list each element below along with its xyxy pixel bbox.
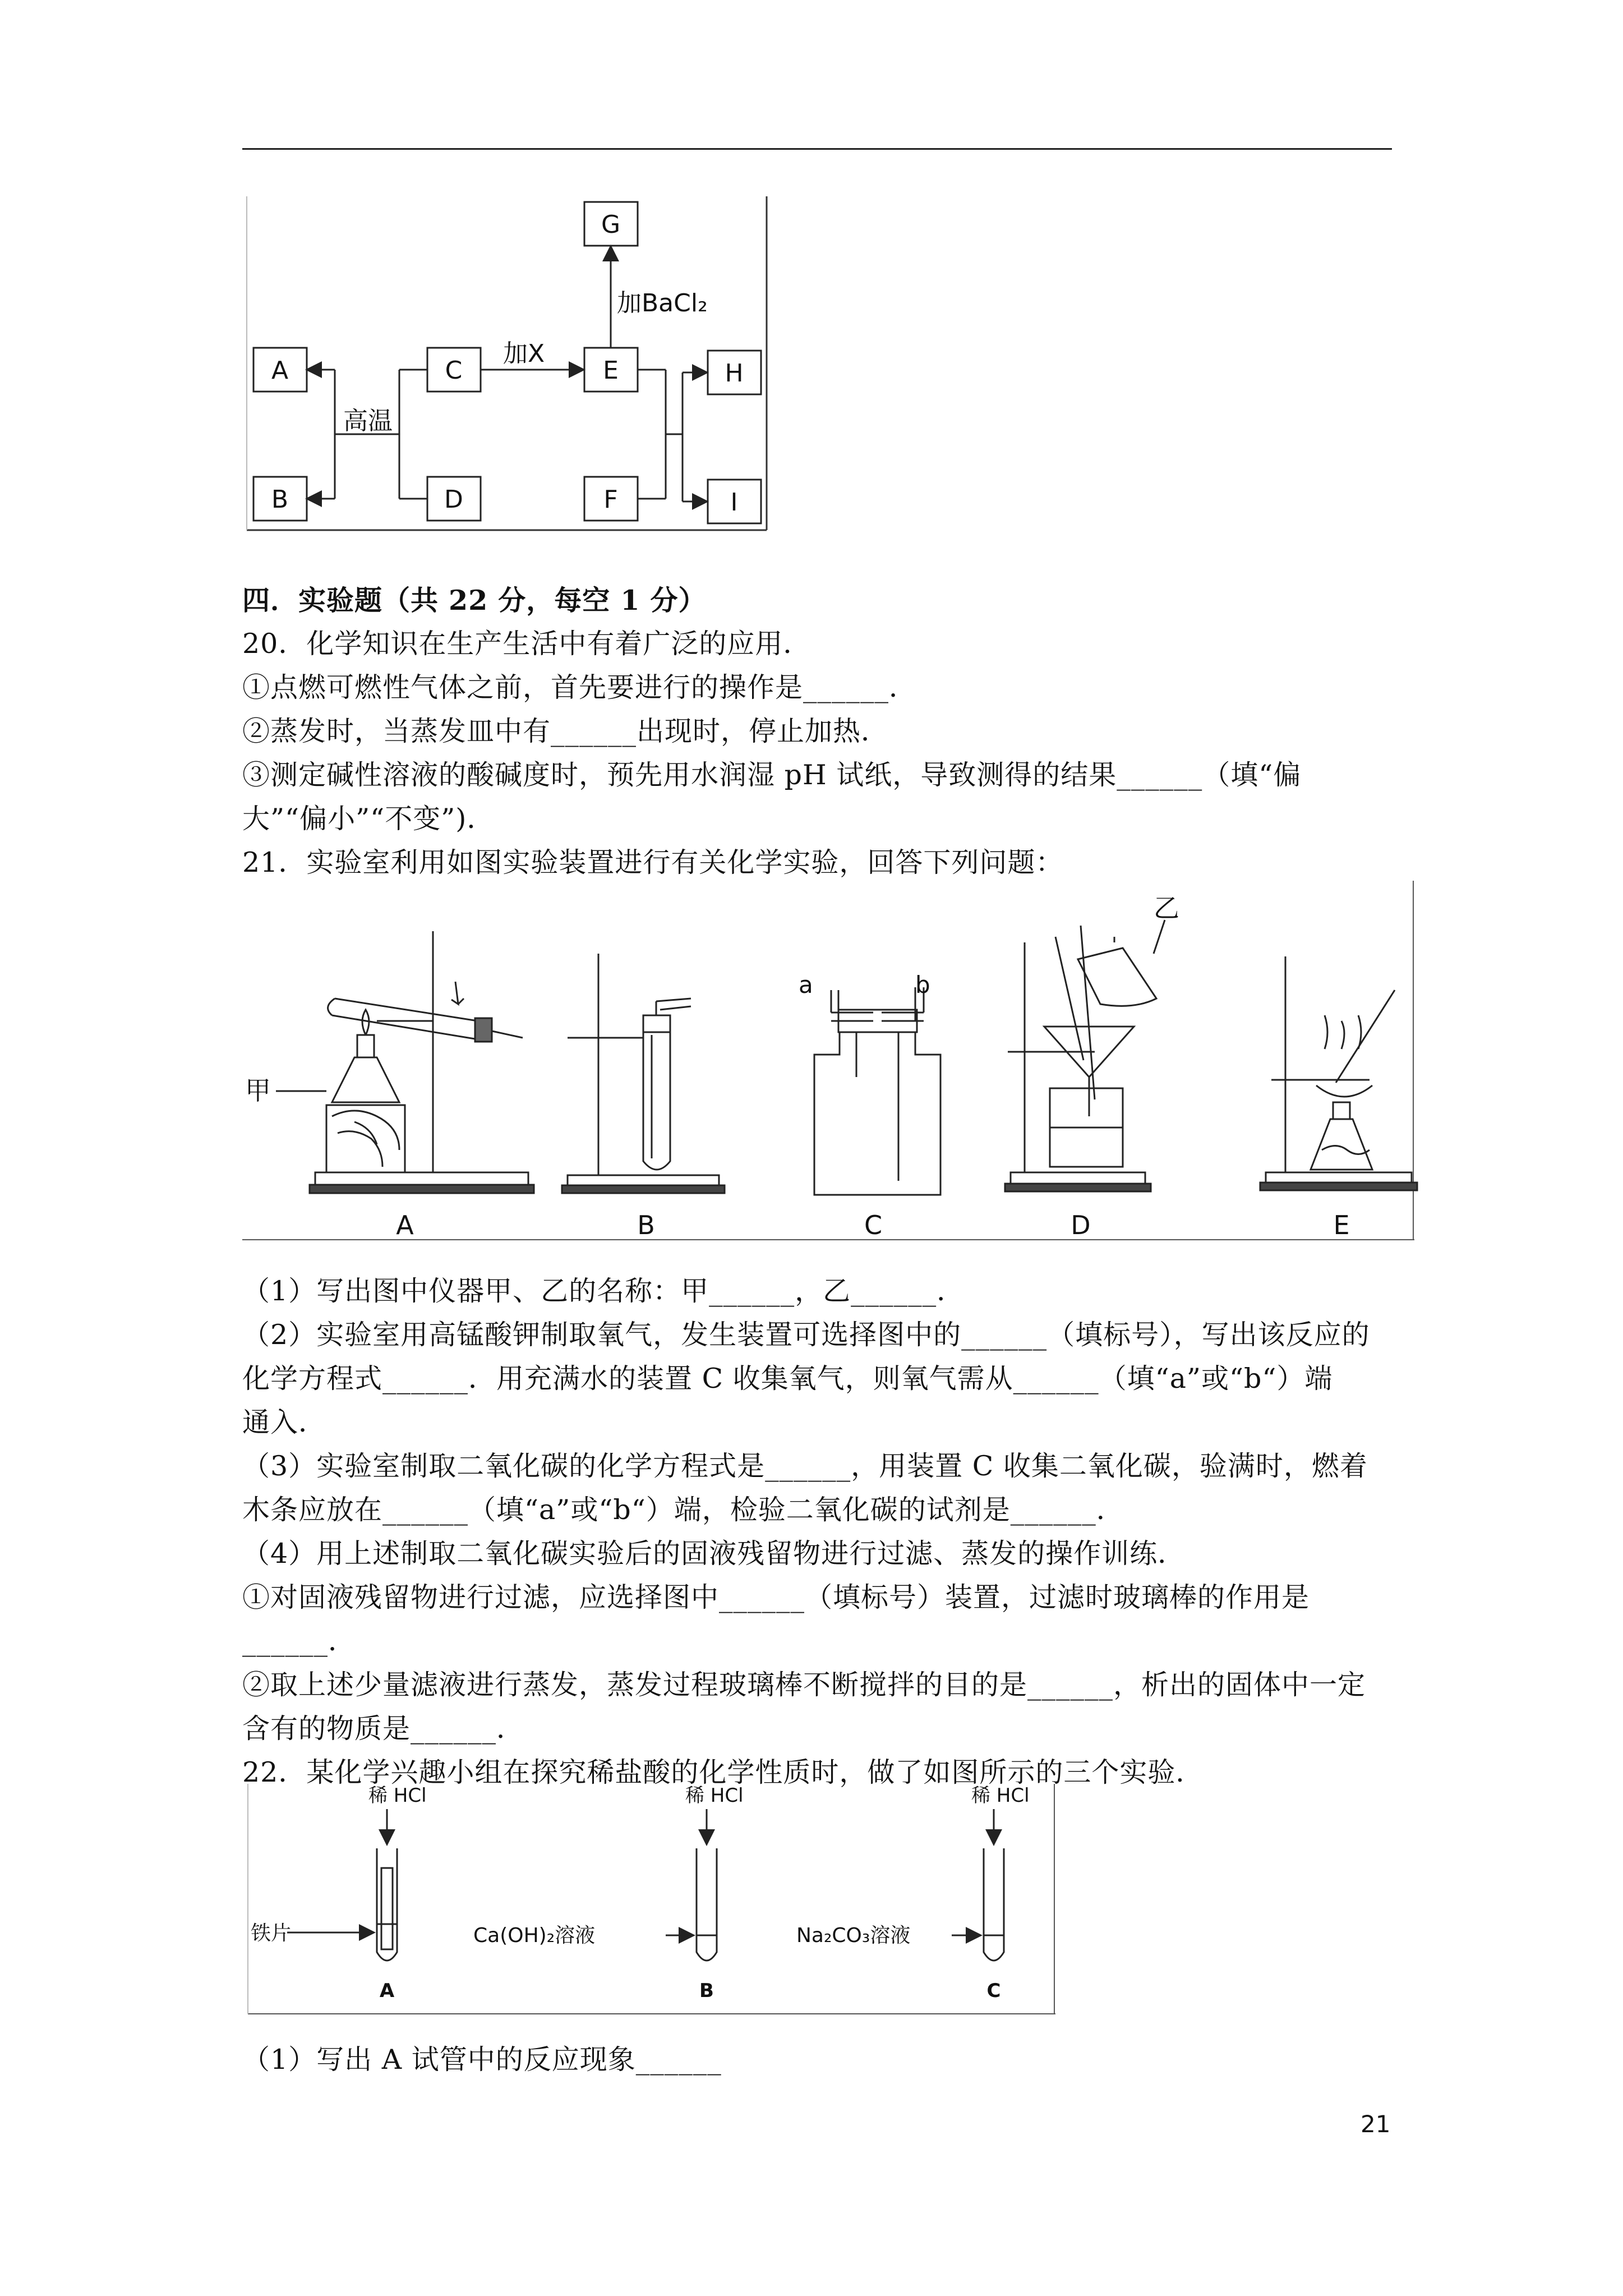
label-add-x: 加X: [503, 339, 545, 368]
page-number: 21: [1361, 2110, 1391, 2138]
q22-line-1: （1）写出 A 试管中的反应现象______: [242, 2044, 722, 2076]
acid-label-C: 稀 HCl: [971, 1784, 1030, 1807]
apparatus-B: [562, 954, 725, 1193]
q21-line-5: （3）实验室制取二氧化碳的化学方程式是______，用装置 C 收集二氧化碳，验满时，燃着: [242, 1450, 1368, 1482]
apparatus-D: [1005, 926, 1156, 1191]
acid-label-B: 稀 HCl: [685, 1784, 744, 1807]
label-apparatus-D: D: [1071, 1210, 1091, 1240]
label-apparatus-B: B: [637, 1210, 655, 1240]
q21-line-7: （4）用上述制取二氧化碳实验后的固液残留物进行过滤、蒸发的操作训练．: [242, 1538, 1186, 1570]
box-E-label: E: [603, 356, 619, 385]
label-apparatus-E: E: [1333, 1210, 1350, 1240]
label-apparatus-A: A: [396, 1210, 414, 1240]
label-a: a: [799, 971, 813, 999]
q20-line-1: 20．化学知识在生产生活中有着广泛的应用．: [242, 628, 811, 660]
apparatus-E: [1260, 956, 1417, 1190]
section-heading: 四．实验题（共 22 分，每空 1 分）: [242, 584, 707, 616]
q21-line-1: （1）写出图中仪器甲、乙的名称：甲______，乙______．: [242, 1275, 965, 1307]
label-b: b: [915, 971, 930, 999]
label-apparatus-C: C: [864, 1210, 883, 1240]
flow-diagram: [242, 194, 772, 536]
box-F-label: F: [603, 485, 618, 514]
box-I-label: I: [730, 488, 738, 517]
q20-line-4: ③测定碱性溶液的酸碱度时，预先用水润湿 pH 试纸，导致测得的结果______（填“偏: [242, 759, 1302, 791]
apparatus-figure: [242, 881, 1420, 1262]
label-yi: 乙: [1154, 893, 1179, 923]
box-B-label: B: [271, 485, 289, 514]
label-iron-sheet: 铁片: [251, 1922, 292, 1945]
label-na2co3-solution: Na₂CO₃溶液: [796, 1924, 911, 1947]
label-caoh2-solution: Ca(OH)₂溶液: [473, 1924, 596, 1947]
hcl-experiment-figure: [242, 1784, 1061, 2019]
q21-line-6: 木条应放在______（填“a”或“b“）端，检验二氧化碳的试剂是______．: [242, 1494, 1124, 1526]
acid-label-A: 稀 HCl: [368, 1784, 427, 1807]
tube-label-A: A: [379, 1980, 395, 2002]
box-H-label: H: [725, 359, 744, 388]
q21-line-9: ______．: [242, 1625, 357, 1657]
apparatus-C: [814, 987, 940, 1195]
q21-line-11: 含有的物质是______．: [242, 1713, 525, 1745]
box-D-label: D: [444, 485, 463, 514]
tube-label-B: B: [699, 1980, 714, 2002]
label-add-bacl2: 加BaCl₂: [617, 289, 708, 318]
tube-label-C: C: [986, 1980, 1001, 2002]
box-A-label: A: [271, 356, 289, 385]
q21-line-3: 化学方程式______．用充满水的装置 C 收集氧气，则氧气需从______（填“a”或“b“）端: [242, 1363, 1333, 1395]
q21-line-8: ①对固液残留物进行过滤，应选择图中______（填标号）装置，过滤时玻璃棒的作用是: [242, 1581, 1310, 1613]
header-rule: [242, 148, 1392, 150]
q21-line-2: （2）实验室用高锰酸钾制取氧气，发生装置可选择图中的______（填标号），写出该反应的: [242, 1319, 1370, 1351]
box-C-label: C: [445, 356, 463, 385]
label-jia: 甲: [245, 1075, 271, 1106]
q21-line-4: 通入．: [242, 1406, 327, 1438]
q22-intro: 22．某化学兴趣小组在探究稀盐酸的化学性质时，做了如图所示的三个实验．: [242, 1756, 1204, 1788]
label-high-temp: 高温: [343, 407, 393, 435]
q21-intro: 21．实验室利用如图实验装置进行有关化学实验，回答下列问题：: [242, 846, 1064, 878]
q21-line-10: ②取上述少量滤液进行蒸发，蒸发过程玻璃棒不断搅拌的目的是______，析出的固体中一定: [242, 1669, 1366, 1701]
apparatus-A: [276, 931, 534, 1193]
q20-line-3: ②蒸发时，当蒸发皿中有______出现时，停止加热．: [242, 715, 889, 747]
q20-line-2: ①点燃可燃性气体之前，首先要进行的操作是______．: [242, 671, 917, 703]
q20-line-5: 大”“偏小”“不变”)．: [242, 803, 495, 835]
box-G-label: G: [601, 210, 621, 239]
